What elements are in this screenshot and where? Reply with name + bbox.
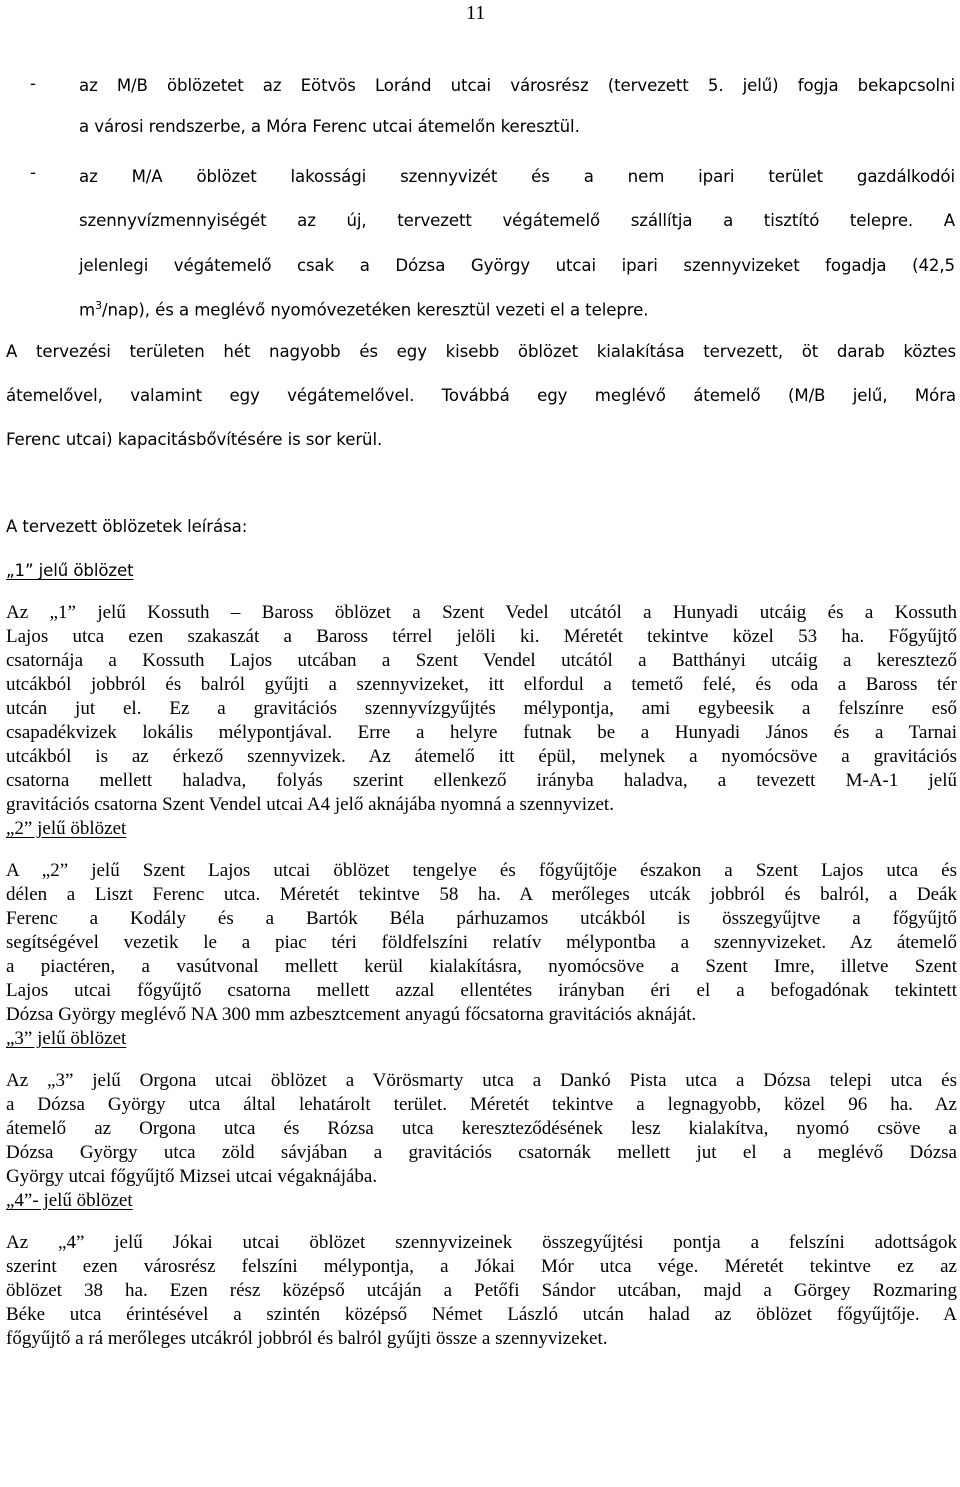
bullet-marker: - — [30, 74, 36, 93]
text-line: az M/B öblözetet az Eötvös Loránd utcai városrész (tervezett 5. jelű) fogja bekapcsolni — [79, 76, 955, 95]
text-line: az M/A öblözet lakossági szennyvizét és a nem ipari terület gazdálkodói — [79, 167, 955, 186]
text-line: csatornája a Kossuth Lajos utcában a Szent Vendel utcától a Batthányi utcáig a keresztező — [6, 650, 957, 671]
text-line: Lajos utcai főgyűjtő csatorna mellett azzal ellentétes irányban éri el a befogadónak tekintett — [6, 980, 957, 1001]
text-line: szerint ezen városrész felszíni mélypontja, a Jókai Mór utca vége. Méretét tekintve ez az — [6, 1256, 957, 1277]
text-line: gravitációs csatorna Szent Vendel utcai A4 jelő aknájába nyomná a szennyvizet. — [6, 794, 614, 815]
text-line: átemelővel, valamint egy végátemelővel. Továbbá egy meglévő átemelő (M/B jelű, Móra — [6, 386, 956, 405]
text-line: jelenlegi végátemelő csak a Dózsa György utcai ipari szennyvizeket fogadja (42,5 — [79, 256, 955, 275]
text-line: Béke utca érintésével a szintén középső Német László utcán halad az öblözet főgyűjtője. A — [6, 1304, 957, 1325]
section-heading: „2” jelű öblözet — [6, 818, 127, 839]
text-line: a piactéren, a vasútvonal mellett kerül kialakításra, nyomócsöve a Szent Imre, illetve Szent — [6, 956, 957, 977]
text-line: szennyvízmennyiségét az új, tervezett végátemelő szállítja a tisztító telepre. A — [79, 211, 955, 230]
text-line: csatorna mellett haladva, folyás szerint ellenkező irányba haladva, a tevezett M-A-1 jelű — [6, 770, 957, 791]
text-line: $m^3/nap$), és a meglévő nyomóvezetéken keresztül vezeti el a telepre. — [79, 299, 649, 320]
section-heading: „1” jelű öblözet — [6, 561, 134, 580]
text-line: a városi rendszerbe, a Móra Ferenc utcai átemelőn keresztül. — [79, 117, 580, 136]
text-line: Dózsa György meglévő NA 300 mm azbesztcement anyagú főcsatorna gravitációs aknáját. — [6, 1004, 697, 1025]
text-line: átemelő az Orgona utca és Rózsa utca kereszteződésének lesz kialakítva, nyomó csöve a — [6, 1118, 957, 1139]
text-line: Lajos utca ezen szakaszát a Baross térrel jelöli ki. Méretét tekintve közel 53 ha. Főgyűjtő — [6, 626, 957, 647]
bullet-marker: - — [30, 163, 36, 182]
text-line: Ferenc a Kodály és a Bartók Béla párhuzamos utcákból is összegyűjtve a főgyűjtő — [6, 908, 957, 929]
text-line: főgyűjtő a rá merőleges utcákról jobbról és balról gyűjti össze a szennyvizeket. — [6, 1328, 608, 1349]
text-line: Ferenc utcai) kapacitásbővítésére is sor kerül. — [6, 430, 383, 449]
page-number: 11 — [466, 2, 486, 24]
text-line: öblözet 38 ha. Ezen rész középső utcáján a Petőfi Sándor utcában, majd a Görgey Rozmaring — [6, 1280, 957, 1301]
text-line: György utcai főgyűjtő Mizsei utcai végaknájába. — [6, 1166, 378, 1187]
description-heading: A tervezett öblözetek leírása: — [6, 517, 248, 536]
text-line: utcákból is az érkező szennyvizek. Az átemelő itt épül, melynek a nyomócsöve a gravitációs — [6, 746, 957, 767]
text-line: délen a Liszt Ferenc utca. Méretét tekintve 58 ha. A merőleges utcák jobbról és balról, a Deák — [6, 884, 957, 905]
text-line: A tervezési területen hét nagyobb és egy kisebb öblözet kialakítása tervezett, öt darab köztes — [6, 342, 956, 361]
text-line: Dózsa György utca zöld sávjában a gravitációs csatornák mellett jut el a meglévő Dózsa — [6, 1142, 957, 1163]
text-line: a Dózsa György utca által lehatárolt terület. Méretét tekintve a legnagyobb, közel 96 ha. Az — [6, 1094, 957, 1115]
section-heading: „3” jelű öblözet — [6, 1028, 127, 1049]
text-line: csapadékvizek lokális mélypontjával. Erre a helyre futnak be a Hunyadi János és a Tarnai — [6, 722, 957, 743]
text-line: Az „3” jelű Orgona utcai öblözet a Vörösmarty utca a Dankó Pista utca a Dózsa telepi utca és — [6, 1070, 957, 1091]
text-line: Az „1” jelű Kossuth – Baross öblözet a Szent Vedel utcától a Hunyadi utcáig és a Kossuth — [6, 602, 957, 623]
text-line: segítségével vezetik le a piac téri földfelszíni relatív mélypontba a szennyvizeket. Az átemelő — [6, 932, 957, 953]
text-line: utcákból jobbról és balról gyűjti a szennyvizeket, itt elfordul a temető felé, és oda a Baross tér — [6, 674, 957, 695]
text-line: Az „4” jelű Jókai utcai öblözet szennyvizeinek összegyűjtési pontja a felszíni adottságok — [6, 1232, 957, 1253]
text-line: A „2” jelű Szent Lajos utcai öblözet tengelye és főgyűjtője északon a Szent Lajos utca és — [6, 860, 957, 881]
text-line: utcán jut el. Ez a gravitációs szennyvízgyűjtés mélypontja, ami egybeesik a felszínre eső — [6, 698, 957, 719]
section-heading: „4”- jelű öblözet — [6, 1190, 133, 1211]
